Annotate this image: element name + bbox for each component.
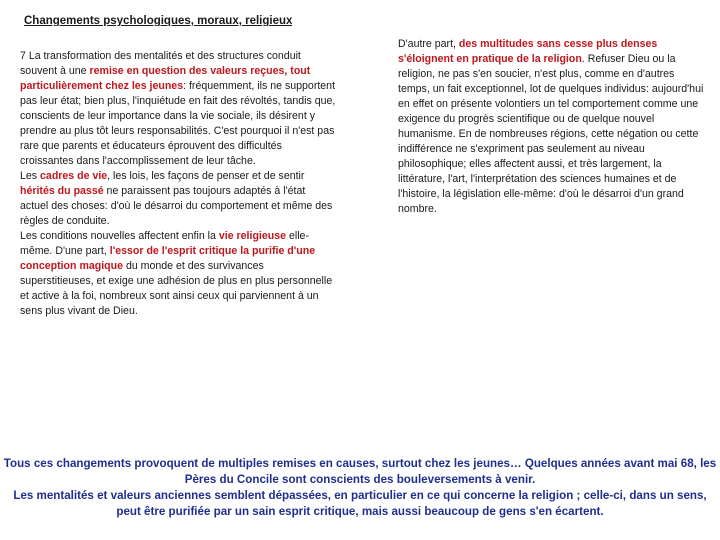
text-span: du monde et des survivances superstitieuses, et exige une adhésion de plus en plus personnelle et active à la foi, nombreux sont ainsi ceux qui parviennent à un sens plus vivant de Dieu.: [20, 260, 333, 317]
text-span: , les lois, les façons de penser et de sentir: [107, 170, 305, 182]
text-span: . Refuser Dieu ou la religion, ne pas s'en soucier, n'est plus, comme en d'autres temps, un fait exceptionnel, lot de quelques individus: aujourd'hui en effet on présente volontiers un tel comportement comme une exigence du progrès scientifique ou de quelque nouvel humanisme. En de nombreuses régions, cette négation ou cette indifférence ne s'expriment pas seulement au niveau philosophique; elles affectent aussi, et très largement, la littérature, l'art, l'interprétation des sciences humaines et de l'histoire, la législation elle-même: d'où le désarroi d'un grand nombre.: [398, 53, 704, 215]
emphasis-cadres-de-vie: cadres de vie: [40, 170, 108, 182]
right-text-column: [398, 37, 706, 217]
emphasis-multitudes: des multitudes sans cesse plus denses s'éloignent en pratique de la religion: [398, 38, 658, 65]
text-span: : fréquemment, ils ne supportent pas leur état; bien plus, l'inquiétude en fait des révoltés, tandis que, conscients de leur importance dans la vie sociale, ils désirent y prendre au plus tôt leurs responsabilités. C'est pourquoi il n'est pas rare que parents et éducateurs éprouvent des difficultés croissantes dans l'accomplissement de leur tâche.: [20, 80, 336, 167]
emphasis-esprit-critique: l'essor de l'esprit critique la purifie d'une conception magique: [20, 245, 316, 272]
text-span: 7 La transformation des mentalités et des structures conduit souvent à une: [20, 50, 301, 77]
paragraph-cadres-de-vie: [20, 169, 336, 229]
left-text-column: [20, 49, 336, 319]
emphasis-vie-religieuse: vie religieuse: [218, 230, 287, 242]
text-span: ne paraissent pas toujours adaptés à l'état actuel des choses: d'où le désarroi du comportement et même des règles de conduite.: [20, 185, 333, 227]
text-span: D'autre part,: [398, 38, 459, 50]
text-span: Les conditions nouvelles affectent enfin la: [20, 230, 219, 242]
emphasis-herites-du-passe: hérités du passé: [20, 185, 104, 197]
summary-line-1: Tous ces changements provoquent de multiples remises en causes, surtout chez les jeunes… Quelques années avant mai 68, les Pères du Concile sont conscients des bouleversements à venir.: [3, 457, 717, 486]
summary-line-2: Les mentalités et valeurs anciennes semblent dépassées, en particulier en ce qui concerne la religion ; celle-ci, dans un sens, peut être purifiée par un sain esprit critique, mais aussi beaucoup de gens s'en écartent.: [13, 489, 707, 518]
section-title: Changements psychologiques, moraux, religieux: [24, 15, 293, 26]
paragraph-dautre-part: [398, 37, 706, 217]
summary-block: [0, 456, 720, 520]
text-span: elle-même. D'une part,: [20, 230, 309, 257]
paragraph-7: [20, 49, 336, 169]
paragraph-vie-religieuse: [20, 229, 336, 319]
text-span: Les: [20, 170, 41, 182]
emphasis-remise-en-question: remise en question des valeurs reçues, tout particulièrement chez les jeunes: [20, 65, 311, 92]
